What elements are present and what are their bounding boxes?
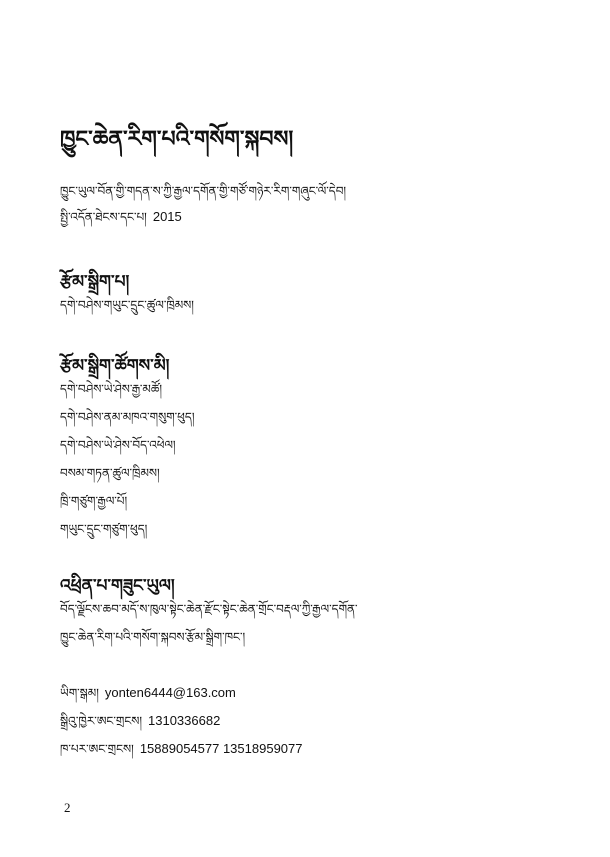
edition-line — [60, 204, 182, 238]
committee-member: དགེ་བཤེས་ཡེ་ཤེས་བོད་འཕེལ། — [60, 438, 176, 452]
phone-value: 1310336682 — [148, 713, 221, 728]
committee-member: ཁྲི་གཙུག་རྒྱལ་པོ། — [60, 494, 128, 508]
editor-heading: རྩོམ་སྒྲིག་པ། — [60, 272, 130, 292]
edition-year: 2015 — [152, 209, 182, 224]
phone-row — [60, 736, 302, 770]
committee-member: དགེ་བཤེས་ནམ་མཁའ་གསུག་ཕུད། — [60, 410, 195, 424]
committee-member: གཡུང་དྲུང་གཙུག་ཕུད། — [60, 522, 148, 536]
committee-member: དགེ་བཤེས་ཡེ་ཤེས་རྒྱ་མཚོ། — [60, 382, 163, 396]
committee-heading: རྩོམ་སྒྲིག་ཚོགས་མི། — [60, 356, 170, 376]
committee-member: བསམ་གཏན་ཚུལ་ཁྲིམས། — [60, 466, 160, 480]
email-value: yonten6444@163.com — [104, 685, 236, 700]
page-number: 2 — [64, 800, 71, 815]
distribution-address: ཁྱུང་ཆེན་རིག་པའི་གསོག་སྐབས་རྩོམ་སྒྲིག་ཁང་། — [60, 630, 246, 644]
phone-label: ཁ་པར་ཨང་གྲངས། — [60, 742, 134, 756]
email-label: ཡིག་སྒམ། — [60, 686, 99, 700]
phone-label: སྒྲིའུ་ཁྱེར་ཨང་གྲངས། — [60, 714, 143, 728]
editor-name: དགེ་བཤེས་གཡུང་དྲུང་ཚུལ་ཁྲིམས། — [60, 298, 194, 312]
distribution-heading: འཕྲིན་པ་གཟུང་ཡུལ། — [60, 576, 175, 596]
publisher-line: ཁྱུང་ཡུལ་བོན་གྱི་གདན་ས་ཀྱི་རྒྱལ་དགོན་གྱི་གཙོ་གཉེར་རིག་གཞུང་ལོ་དེབ། — [60, 184, 347, 198]
document-title: ཁྱུང་ཆེན་རིག་པའི་གསོག་སྐབས། — [60, 127, 294, 152]
edition-label: སྤྱི་འདོན་ཐེངས་དང་པ། — [60, 210, 147, 224]
phone-value: 15889054577 13518959077 — [139, 741, 303, 756]
distribution-address: བོད་ལྗོངས་ཆབ་མདོ་ས་ཁུལ་སྟེང་ཆེན་རྫོང་སྟེང་ཆེན་གྲོང་བརྡལ་ཀྱི་རྒྱལ་དགོན་ — [60, 602, 358, 616]
